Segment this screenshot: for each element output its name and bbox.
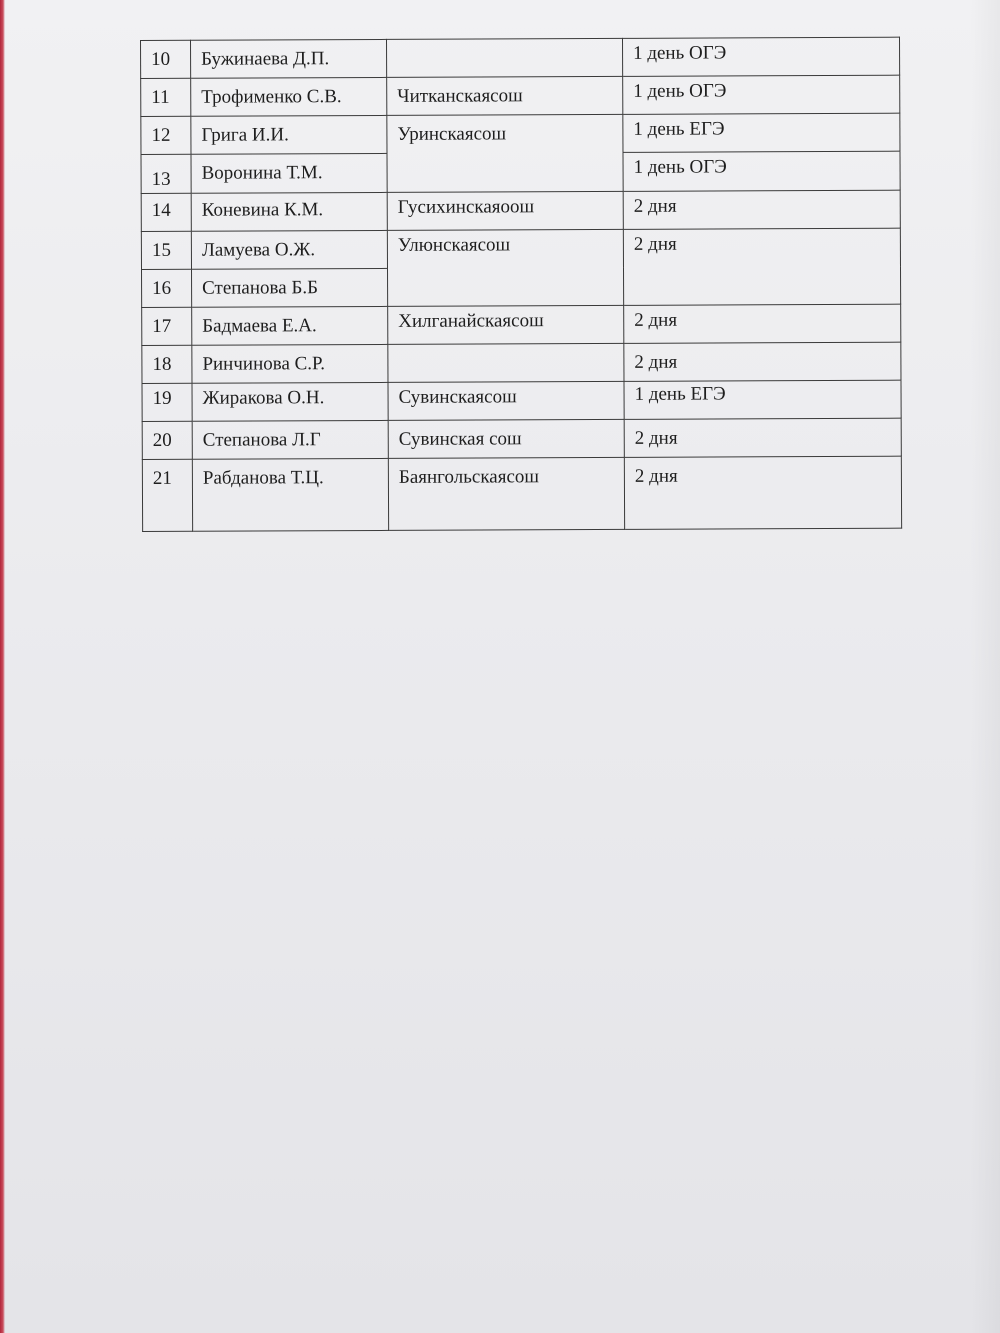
duration: 1 день ЕГЭ xyxy=(624,380,901,419)
school-name xyxy=(388,343,624,382)
table-row xyxy=(142,380,901,421)
school-name: Сувинская сош xyxy=(388,419,624,458)
row-number: 14 xyxy=(141,193,191,231)
row-number: 10 xyxy=(141,40,191,78)
person-name: Ламуева О.Ж. xyxy=(191,230,387,269)
school-name xyxy=(386,38,622,77)
table-row xyxy=(141,113,900,154)
person-name: Коневина К.М. xyxy=(191,192,387,231)
duration: 2 дня xyxy=(624,456,901,529)
table-row xyxy=(141,190,900,231)
row-number: 19 xyxy=(142,383,192,421)
row-number: 20 xyxy=(142,421,192,459)
duration: 1 день ОГЭ xyxy=(622,37,899,76)
row-number: 13 xyxy=(141,154,191,193)
school-name: Уринскаясош xyxy=(387,114,623,192)
duration: 2 дня xyxy=(623,190,900,229)
duration: 1 день ОГЭ xyxy=(623,151,900,191)
table-row xyxy=(141,228,900,269)
person-name: Степанова Л.Г xyxy=(192,420,388,459)
person-name: Жиракова О.Н. xyxy=(192,382,388,421)
roster-table xyxy=(140,37,902,532)
duration: 1 день ОГЭ xyxy=(623,75,900,114)
duration: 1 день ЕГЭ xyxy=(623,113,900,152)
school-name: Гусихинскаяоош xyxy=(387,191,623,230)
table-row xyxy=(142,342,901,383)
person-name: Бужинаева Д.П. xyxy=(191,39,387,78)
duration: 2 дня xyxy=(623,228,900,305)
row-number: 15 xyxy=(141,231,191,269)
person-name: Степанова Б.Б xyxy=(192,268,388,307)
school-name: Сувинскаясош xyxy=(388,381,624,420)
duration: 2 дня xyxy=(624,304,901,343)
table-row xyxy=(142,304,901,345)
row-number: 17 xyxy=(142,307,192,345)
row-number: 12 xyxy=(141,116,191,154)
table-row xyxy=(142,456,901,531)
duration: 2 дня xyxy=(624,418,901,457)
person-name: Рабданова Т.Ц. xyxy=(192,458,388,531)
row-number: 18 xyxy=(142,345,192,383)
table-row xyxy=(141,37,900,78)
person-name: Ринчинова С.Р. xyxy=(192,344,388,383)
table-row xyxy=(142,418,901,459)
row-number: 11 xyxy=(141,78,191,116)
person-name: Трофименко С.В. xyxy=(191,77,387,116)
person-name: Бадмаева Е.А. xyxy=(192,306,388,345)
person-name: Грига И.И. xyxy=(191,115,387,154)
table-row xyxy=(141,75,900,116)
school-name: Баянгольскаясош xyxy=(388,457,624,530)
row-number: 16 xyxy=(142,269,192,307)
school-name: Хилганайскаясош xyxy=(388,305,624,344)
folder-edge xyxy=(0,0,5,1333)
school-name: Улюнскаясош xyxy=(387,229,623,306)
school-name: Читканскаясош xyxy=(387,76,623,115)
duration: 2 дня xyxy=(624,342,901,381)
person-name: Воронина Т.М. xyxy=(191,153,387,193)
page-shadow xyxy=(970,0,1000,1333)
row-number: 21 xyxy=(142,459,192,531)
